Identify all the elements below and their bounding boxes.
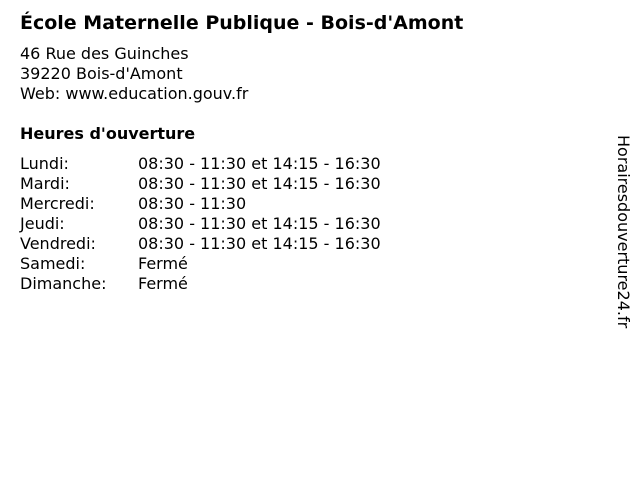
day-label: Samedi: xyxy=(20,254,86,273)
website-line: Web: www.education.gouv.fr xyxy=(20,84,249,103)
time-range: 08:30 - 11:30 et 14:15 - 16:30 xyxy=(138,174,381,193)
time-range: 08:30 - 11:30 et 14:15 - 16:30 xyxy=(138,234,381,253)
day-label: Mercredi: xyxy=(20,194,95,213)
day-label: Dimanche: xyxy=(20,274,107,293)
time-range: Fermé xyxy=(138,274,188,293)
city-postcode: 39220 Bois-d'Amont xyxy=(20,64,183,83)
day-label: Vendredi: xyxy=(20,234,96,253)
time-range: 08:30 - 11:30 et 14:15 - 16:30 xyxy=(138,154,381,173)
street-address: 46 Rue des Guinches xyxy=(20,44,189,63)
day-label: Jeudi: xyxy=(20,214,65,233)
address-block xyxy=(20,44,248,104)
time-range: 08:30 - 11:30 xyxy=(138,194,247,213)
page-title: École Maternelle Publique - Bois-d'Amont xyxy=(20,12,464,34)
day-label: Lundi: xyxy=(20,154,69,173)
day-label: Mardi: xyxy=(20,174,70,193)
opening-hours-heading: Heures d'ouverture xyxy=(20,124,196,143)
site-watermark: Horairesdouverture24.fr xyxy=(614,135,633,329)
time-range: 08:30 - 11:30 et 14:15 - 16:30 xyxy=(138,214,381,233)
time-range: Fermé xyxy=(138,254,188,273)
